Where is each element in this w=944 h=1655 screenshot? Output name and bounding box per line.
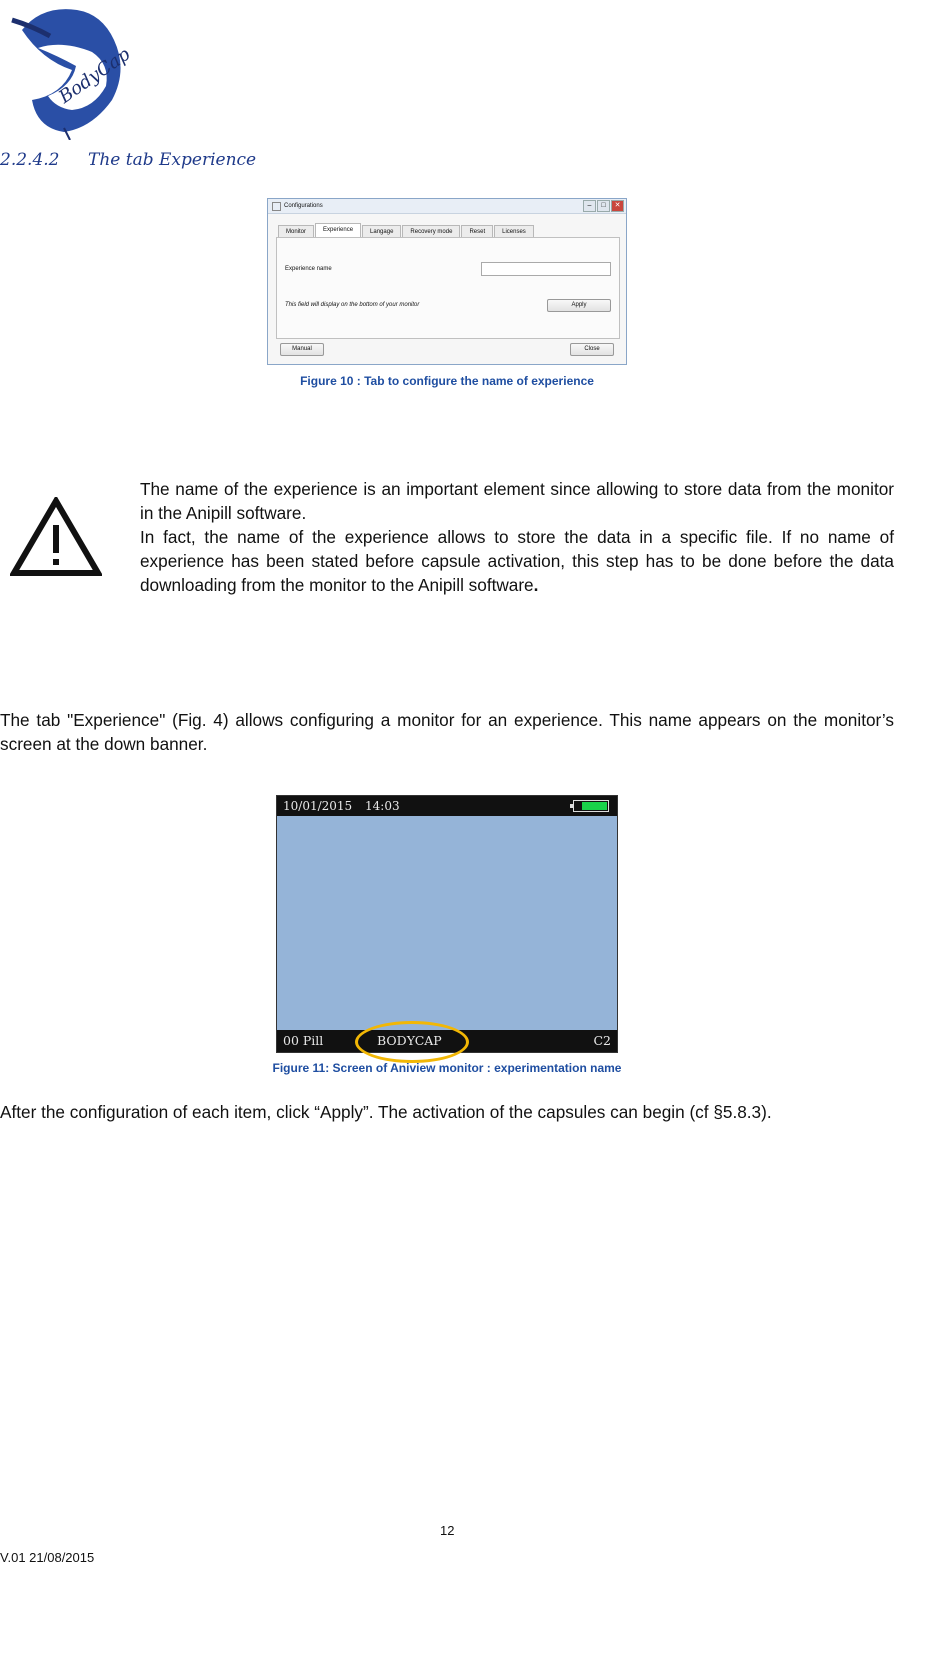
- pill-count: 00 Pill: [283, 1033, 324, 1048]
- window-titlebar: [268, 199, 626, 214]
- tab-licenses[interactable]: Licenses: [494, 225, 534, 238]
- tab-reset[interactable]: Reset: [461, 225, 493, 238]
- body-paragraph-2: After the configuration of each item, click “Apply”. The activation of the capsules can begin (cf §5.8.3).: [0, 1102, 772, 1122]
- warning-text: [140, 477, 894, 597]
- tab-experience[interactable]: Experience: [315, 223, 361, 238]
- page-number: 12: [440, 1523, 455, 1538]
- warning-paragraph-2-text: In fact, the name of the experience allows to store the data in a specific file. If no name of experience has been stated before capsule activation, this step has to be done before the data downloading from the monitor to the Anipill software: [140, 527, 894, 595]
- channel-label: C2: [593, 1033, 611, 1048]
- experience-name-input[interactable]: [481, 262, 611, 276]
- figure-11-caption: Figure 11: Screen of Aniview monitor : experimentation name: [272, 1061, 622, 1075]
- battery-fill: [582, 802, 608, 810]
- tab-recovery-mode[interactable]: Recovery mode: [402, 225, 460, 238]
- bodycap-logo: [2, 0, 134, 140]
- tab-monitor[interactable]: Monitor: [278, 225, 314, 238]
- experience-name-display: BODYCAP: [377, 1033, 442, 1048]
- logo-text: BodyCap: [55, 43, 134, 108]
- manual-button[interactable]: Manual: [280, 343, 324, 356]
- minimize-button[interactable]: –: [583, 200, 596, 212]
- figure-10-caption: Figure 10 : Tab to configure the name of experience: [300, 374, 594, 388]
- monitor-time: 14:03: [365, 799, 400, 813]
- apply-button[interactable]: Apply: [547, 299, 611, 312]
- window-title: Configurations: [284, 203, 323, 209]
- warning-paragraph-1: The name of the experience is an important element since allowing to store data from the monitor in the Anipill software.: [140, 479, 894, 523]
- warning-paragraph-2-end: .: [533, 575, 539, 595]
- body-paragraph-1: The tab "Experience" (Fig. 4) allows configuring a monitor for an experience. This name appears on the monitor’s screen at the down banner.: [0, 710, 894, 754]
- hint-text: This field will display on the bottom of your monitor: [285, 302, 420, 308]
- experience-tab-panel: [276, 237, 620, 339]
- highlight-ring: [355, 1021, 469, 1063]
- maximize-button[interactable]: □: [597, 200, 610, 212]
- experience-name-label: Experience name: [285, 266, 332, 272]
- version-label: V.01 21/08/2015: [0, 1550, 95, 1565]
- battery-icon: [573, 800, 609, 812]
- tab-langage[interactable]: Langage: [362, 225, 401, 238]
- monitor-date: 10/01/2015: [283, 799, 353, 813]
- configurations-window: [267, 198, 627, 365]
- section-title: The tab Experience: [88, 150, 257, 170]
- warning-paragraph-2: [140, 525, 894, 597]
- window-app-icon: [272, 202, 281, 211]
- section-heading: [0, 150, 256, 170]
- section-number: 2.2.4.2: [0, 150, 60, 170]
- warning-triangle-icon: [10, 497, 102, 577]
- monitor-top-bar: [277, 796, 617, 816]
- window-close-button[interactable]: ✕: [611, 200, 624, 212]
- tab-bar: [278, 223, 535, 238]
- aniview-monitor-screen: [276, 795, 618, 1053]
- close-button[interactable]: Close: [570, 343, 614, 356]
